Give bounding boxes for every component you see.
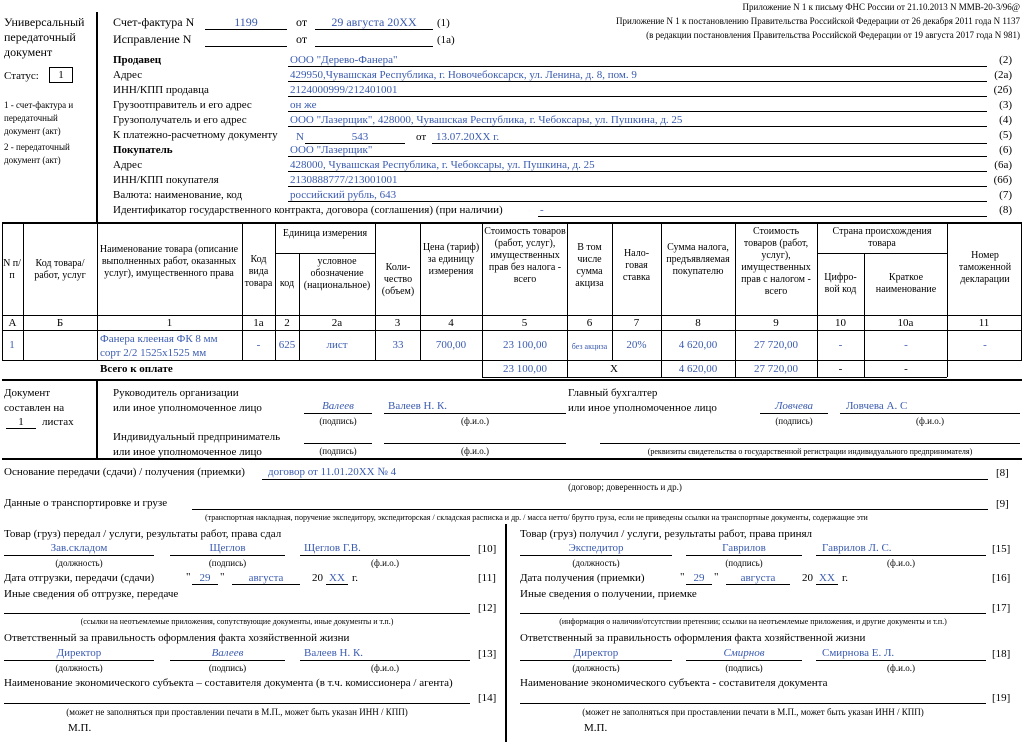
received-position-line [520, 555, 672, 556]
transport-code: [9] [996, 498, 1009, 510]
country-subheader-line [817, 253, 947, 254]
row-total[interactable]: 27 720,00 [754, 339, 798, 351]
receive-date-quote2: " [714, 571, 719, 583]
left-entity-line[interactable] [4, 703, 470, 704]
party-code-2: (2б) [993, 84, 1012, 96]
party-code-8: (6б) [993, 174, 1012, 186]
handed-name[interactable]: Щеглов Г.В. [304, 542, 361, 554]
total-col-line-5 [864, 360, 865, 377]
receive-date-day-line [686, 584, 712, 585]
correction-label: Исправление N [113, 32, 192, 46]
invoice-date-line [315, 29, 433, 30]
receive-date-month-line [726, 584, 790, 585]
party-line-0 [288, 66, 987, 67]
basis-code: [8] [996, 467, 1009, 479]
ip-label1: Индивидуальный предприниматель [113, 431, 281, 443]
column-code-4: 2 [284, 317, 290, 329]
party-value-1[interactable]: 429950,Чувашская Республика, г. Новочебоксарск, ул. Ленина, д. 8, пом. 9 [290, 69, 637, 81]
right-resp-name-hint: (ф.и.о.) [887, 663, 915, 673]
left-resp-signature[interactable]: Валеев [211, 647, 244, 659]
payment-doc-number[interactable]: 543 [351, 131, 369, 143]
receive-date-year-line [816, 584, 838, 585]
invoice-date-label: от [296, 15, 308, 29]
correction-date-label: от [296, 32, 308, 46]
column-code-1: Б [56, 317, 64, 329]
status-label: Статус: [4, 70, 39, 82]
doc-made-label2: составлен на [4, 402, 65, 414]
party-line-10 [538, 216, 987, 217]
correction-number-line[interactable] [205, 46, 287, 47]
th-n: N п/п [3, 258, 21, 281]
party-value-0[interactable]: ООО "Дерево-Фанера" [290, 54, 398, 66]
row-tax[interactable]: 4 620,00 [678, 339, 718, 351]
status-note-line2: передаточный [4, 113, 58, 123]
accountant-label1: Главный бухгалтер [568, 387, 658, 399]
receive-other-line[interactable] [520, 613, 986, 614]
receive-date-year[interactable]: ХХ [819, 572, 835, 584]
accountant-label2: или иное уполномоченное лицо [568, 402, 717, 414]
status-note-line4: 2 - передаточный [4, 142, 70, 152]
left-entity-label: Наименование экономического субъекта – составителя документа (в т.ч. комиссионера / агента) [4, 677, 453, 689]
left-resp-name-line [300, 660, 470, 661]
th-price: Цена (тариф) за единицу измерения [422, 242, 480, 277]
receive-date-year-prefix: 20 [802, 572, 813, 584]
invoice-code: (1) [437, 17, 450, 29]
ship-date-month-line [232, 584, 300, 585]
total-col-line-2 [661, 360, 662, 377]
handed-label: Товар (груз) передал / услуги, результаты работ, права сдал [4, 528, 282, 540]
ip-name-line[interactable] [384, 443, 566, 444]
th-tax: Сумма налога, предъявляемая покупателю [666, 242, 730, 277]
head-label2: или иное уполномоченное лицо [113, 402, 262, 414]
total-total: 27 720,00 [754, 363, 798, 375]
accountant-name-hint: (ф.и.о.) [916, 416, 944, 426]
column-code-11: 8 [695, 317, 701, 329]
th-unit-code: код [279, 278, 295, 289]
head-name-line [384, 413, 566, 414]
party-line-3 [288, 111, 987, 112]
right-resp-signature-line [686, 660, 802, 661]
total-tax: 4 620,00 [678, 363, 718, 375]
receive-date-year-suffix: г. [842, 572, 849, 584]
accountant-name-line [840, 413, 1020, 414]
party-line-9 [288, 201, 987, 202]
ship-date-quote1: " [186, 571, 191, 583]
row-unit-code[interactable]: 625 [278, 339, 296, 351]
right-resp-label: Ответственный за правильность оформления факта хозяйственной жизни [520, 632, 866, 644]
basis-line [262, 479, 988, 480]
total-excise: Х [610, 363, 618, 375]
party-value-7[interactable]: 428000, Чувашская Республика, г. Чебоксары, ул. Пушкина, д. 25 [290, 159, 595, 171]
basis-label: Основание передачи (сдачи) / получения (приемки) [4, 466, 245, 478]
right-resp-name-line [816, 660, 986, 661]
right-mp: М.П. [584, 722, 608, 734]
party-value-6[interactable]: ООО "Лазерщик" [290, 144, 373, 156]
row-kind[interactable]: - [256, 339, 261, 351]
right-entity-hint: (может не заполняться при проставлении печати в М.П., может быть указан ИНН / КПП) [582, 707, 924, 717]
ip-sign-line[interactable] [304, 443, 372, 444]
total-cost: 23 100,00 [503, 363, 547, 375]
th-kind: Код вида товара [244, 254, 273, 289]
appendix-edition: (в редакции постановления Правительства Российской Федерации от 19 августа 2017 года N 981) [646, 30, 1020, 40]
table-col-line-10 [661, 222, 662, 360]
party-code-9: (7) [999, 189, 1012, 201]
doc-title-line3: документ [4, 45, 53, 59]
left-resp-signature-line [170, 660, 285, 661]
right-entity-label: Наименование экономического субъекта - составителя документа [520, 677, 828, 689]
party-label-10: Идентификатор государственного контракта, договора (соглашения) (при наличии) [113, 204, 503, 216]
head-sign-line [304, 413, 372, 414]
th-decl: Номер таможенной декларации [958, 250, 1012, 285]
party-code-6: (6) [999, 144, 1012, 156]
total-row-bottom [482, 377, 947, 378]
party-label-7: Адрес [113, 159, 143, 171]
total-col-line-0 [482, 360, 483, 377]
accountant-signature[interactable]: Ловчева [774, 400, 814, 412]
ip-reqs-hint: (реквизиты свидетельства о государственной регистрации индивидуального предпринимателя) [647, 447, 973, 456]
handed-signature-line [170, 555, 285, 556]
status-note-line3: документ (акт) [4, 126, 61, 136]
ship-other-line[interactable] [4, 613, 470, 614]
correction-date-line[interactable] [315, 46, 433, 47]
receive-date-quote1: " [680, 571, 685, 583]
table-codes-bottom [2, 330, 1022, 331]
th-country-name: Краткое наименование [875, 272, 937, 295]
sheets-label: листах [42, 416, 74, 428]
received-signature[interactable]: Гаврилов [722, 542, 766, 554]
party-line-8 [288, 186, 987, 187]
row-name-line1[interactable]: Фанера клееная ФК 8 мм [100, 333, 218, 345]
party-line-7 [288, 171, 987, 172]
left-entity-code: [14] [478, 692, 497, 704]
th-unit: Единица измерения [282, 228, 368, 239]
handed-position[interactable]: Зав.складом [50, 542, 108, 554]
party-code-1: (2а) [994, 69, 1012, 81]
invoice-number-line [205, 29, 287, 30]
party-code-3: (3) [999, 99, 1012, 111]
handed-signature-hint: (подпись) [208, 558, 247, 568]
party-line-2 [288, 96, 987, 97]
handed-name-line [300, 555, 470, 556]
transport-line[interactable] [192, 509, 988, 510]
handed-signature[interactable]: Щеглов [209, 542, 246, 554]
left-panel-divider [96, 12, 98, 222]
left-resp-name[interactable]: Валеев Н. К. [304, 647, 364, 659]
ship-date-year-prefix: 20 [312, 572, 323, 584]
table-top-border [2, 222, 1022, 224]
payment-doc-n-label: N [296, 131, 304, 143]
head-signature[interactable]: Валеев [322, 400, 354, 412]
appendix-decree: Приложение N 1 к постановлению Правительства Российской Федерации от 26 декабря 2011 года N 1137 [616, 16, 1020, 26]
th-unit-name: условное обозначение (национальное) [303, 256, 371, 291]
received-signature-line [686, 555, 802, 556]
party-value-10[interactable]: - [540, 204, 544, 216]
column-code-9: 6 [586, 317, 593, 329]
accountant-name[interactable]: Ловчева А. С [846, 400, 908, 412]
ship-other-code: [12] [478, 602, 497, 614]
table-header-bottom [2, 315, 1022, 316]
party-label-0: Продавец [113, 54, 162, 66]
right-entity-line[interactable] [520, 703, 986, 704]
head-label1: Руководитель организации [113, 387, 239, 399]
table-col-line-5 [375, 222, 376, 360]
received-position[interactable]: Экспедитор [568, 542, 624, 554]
row-rate[interactable]: 20% [626, 339, 647, 351]
party-label-5: К платежно-расчетному документу [113, 129, 278, 141]
head-name-hint: (ф.и.о.) [461, 416, 489, 426]
column-code-7: 4 [448, 317, 454, 329]
party-value-3[interactable]: он же [290, 99, 317, 111]
invoice-number[interactable]: 1199 [234, 15, 258, 29]
row-qty[interactable]: 33 [392, 339, 404, 351]
right-resp-code: [18] [992, 648, 1011, 660]
received-name-hint: (ф.и.о.) [887, 558, 915, 568]
accountant-sign-line [760, 413, 828, 414]
row-country-name[interactable]: - [904, 339, 908, 351]
left-entity-hint: (может не заполняться при проставлении печати в М.П., может быть указан ИНН / КПП) [66, 707, 408, 717]
column-code-10: 7 [633, 317, 640, 329]
left-resp-label: Ответственный за правильность оформления факта хозяйственной жизни [4, 632, 350, 644]
ip-name-hint: (ф.и.о.) [461, 446, 489, 456]
party-label-2: ИНН/КПП продавца [113, 84, 209, 96]
head-sign-hint: (подпись) [319, 416, 357, 426]
party-label-4: Грузополучатель и его адрес [113, 114, 247, 126]
column-code-14: 10а [897, 317, 914, 329]
payment-doc-from-label: от [416, 131, 427, 143]
party-value-4[interactable]: ООО "Лазерщик", 428000, Чувашская Республика, г. Чебоксары, ул. Пушкина, д. 25 [290, 114, 683, 126]
right-resp-position-hint: (должность) [572, 663, 620, 673]
party-code-10: (8) [999, 204, 1012, 216]
left-resp-name-hint: (ф.и.о.) [371, 663, 399, 673]
received-position-hint: (должность) [572, 558, 620, 568]
transport-label: Данные о транспортировке и грузе [4, 497, 168, 509]
bottom-top-line [2, 458, 1022, 460]
party-line-4 [288, 126, 987, 127]
basis-hint: (договор; доверенность и др.) [568, 482, 682, 492]
status-value[interactable]: 1 [49, 67, 73, 83]
party-code-7: (6а) [994, 159, 1012, 171]
row-decl[interactable]: - [983, 339, 987, 351]
left-resp-position[interactable]: Директор [56, 647, 102, 659]
party-label-3: Грузоотправитель и его адрес [113, 99, 252, 111]
ship-date-month[interactable]: августа [248, 572, 284, 584]
receive-date-code: [16] [992, 572, 1011, 584]
payment-doc-date[interactable]: 13.07.20ХХ г. [436, 131, 500, 143]
total-c1: - [838, 363, 843, 375]
receive-date-day[interactable]: 29 [693, 572, 705, 584]
right-resp-signature[interactable]: Смирнов [723, 647, 765, 659]
th-code: Код товара/ работ, услуг [34, 258, 86, 281]
receive-other-code: [17] [992, 602, 1011, 614]
column-code-13: 10 [835, 317, 846, 329]
bottom-center-divider [505, 524, 507, 742]
ship-date-day[interactable]: 29 [199, 572, 211, 584]
ship-date-year[interactable]: ХХ [329, 572, 345, 584]
received-name[interactable]: Гаврилов Л. С. [822, 542, 892, 554]
appendix-letter: Приложение N 1 к письму ФНС России от 21.10.2013 N ММВ-20-3/96@ [742, 2, 1020, 12]
th-total: Стоимость товаров (работ, услуг), имущественных прав с налогом - всего [741, 226, 811, 297]
party-value-8[interactable]: 2130888777/213001001 [290, 174, 398, 186]
th-excise: В том числе сумма акциза [575, 242, 604, 289]
right-resp-position[interactable]: Директор [573, 647, 619, 659]
row-country-code[interactable]: - [838, 339, 843, 351]
basis-value[interactable]: договор от 11.01.20ХХ № 4 [268, 466, 397, 478]
handed-position-line [4, 555, 154, 556]
left-resp-position-line [4, 660, 154, 661]
ship-other-label: Иные сведения об отгрузке, передаче [4, 588, 179, 600]
left-mp: М.П. [68, 722, 92, 734]
received-code: [15] [992, 543, 1011, 555]
column-code-6: 3 [394, 317, 401, 329]
party-line-6 [288, 156, 987, 157]
invoice-label: Счет-фактура N [113, 15, 195, 29]
table-col-line-7 [482, 222, 483, 360]
th-cost: Стоимость товаров (работ, услуг), имущественных прав без налога - всего [484, 226, 566, 285]
ship-date-year-line [326, 584, 348, 585]
ship-date-code: [11] [478, 572, 496, 584]
sheets-line [6, 428, 36, 429]
ip-reqs-line[interactable] [600, 443, 1020, 444]
sheets-count[interactable]: 1 [18, 416, 24, 428]
ship-date-quote2: " [220, 571, 225, 583]
receive-date-label: Дата получения (приемки) [520, 572, 645, 584]
left-resp-position-hint: (должность) [55, 663, 103, 673]
received-signature-hint: (подпись) [725, 558, 763, 568]
handed-code: [10] [478, 543, 497, 555]
received-label: Товар (груз) получил / услуги, результаты работ, права принял [520, 528, 813, 540]
row-price[interactable]: 700,00 [435, 339, 467, 351]
th-rate: Нало-говая ставка [622, 248, 651, 283]
invoice-date[interactable]: 29 августа 20ХХ [331, 15, 417, 29]
received-name-line [816, 555, 986, 556]
table-row-bottom [2, 360, 1022, 361]
payment-doc-number-line [305, 143, 405, 144]
ship-date-year-suffix: г. [352, 572, 359, 584]
th-country: Страна происхождения товара [832, 226, 932, 249]
ship-date-day-line [192, 584, 218, 585]
party-value-2[interactable]: 2124000999/212401001 [290, 84, 398, 96]
left-resp-code: [13] [478, 648, 497, 660]
ip-label2: или иное уполномоченное лицо [113, 446, 262, 458]
table-col-line-1 [23, 222, 24, 360]
party-label-8: ИНН/КПП покупателя [113, 174, 219, 186]
signature-divider [96, 380, 98, 458]
party-label-1: Адрес [113, 69, 143, 81]
accountant-sign-hint: (подпись) [775, 416, 813, 426]
row-unit-name[interactable]: лист [326, 339, 348, 351]
th-qty: Коли-чество (объем) [381, 262, 415, 297]
column-code-2: 1 [166, 317, 173, 329]
receive-other-label: Иные сведения о получении, приемке [520, 588, 697, 600]
ip-sign-hint: (подпись) [319, 446, 357, 456]
total-label: Всего к оплате [100, 363, 173, 375]
party-label-9: Валюта: наименование, код [113, 189, 243, 201]
left-resp-signature-hint: (подпись) [208, 663, 247, 673]
right-resp-name[interactable]: Смирнова Е. Л. [822, 647, 895, 659]
ship-other-hint: (ссылки на неотъемлемые приложения, сопутствующие документы, иные документы и т.п.) [80, 617, 394, 626]
party-value-9[interactable]: российский рубль, 643 [290, 189, 397, 201]
unit-subheader-line [275, 253, 375, 254]
party-code-0: (2) [999, 54, 1012, 66]
column-code-5: 2а [331, 317, 343, 329]
row-cost[interactable]: 23 100,00 [503, 339, 547, 351]
party-line-1 [288, 81, 987, 82]
column-code-12: 9 [773, 317, 779, 329]
payment-doc-date-line [432, 143, 987, 144]
table-col-country-split [864, 253, 865, 360]
right-resp-signature-hint: (подпись) [725, 663, 763, 673]
ship-date-label: Дата отгрузки, передачи (сдачи) [4, 572, 155, 584]
receive-date-month[interactable]: августа [740, 572, 776, 584]
head-name[interactable]: Валеев Н. К. [388, 400, 448, 412]
column-code-0: А [8, 317, 17, 329]
th-name: Наименование товара (описание выполненных работ, оказанных услуг), имущественного права [99, 244, 239, 279]
status-note-line5: документ (акт) [4, 155, 61, 165]
receive-other-hint: (информация о наличии/отсутствии претензии; ссылки на неотъемлемые приложения, и другие документы и т.п.) [559, 617, 947, 626]
party-code-4: (4) [999, 114, 1012, 126]
handed-name-hint: (ф.и.о.) [371, 558, 399, 568]
row-name-line2[interactable]: сорт 2/2 1525х1525 мм [100, 347, 207, 359]
column-code-15: 11 [978, 317, 990, 329]
transport-hint: (транспортная накладная, поручение экспедитору, экспедиторская / складская расписка и др. / масса нетто/ брутто груза, если не приведены ссылки на транспортные документы, содержащие эти [205, 513, 868, 522]
doc-title-line2: передаточный [4, 30, 76, 44]
correction-code: (1а) [437, 34, 455, 46]
total-c2: - [904, 363, 908, 375]
doc-made-label1: Документ [4, 387, 51, 399]
column-code-8: 5 [521, 317, 528, 329]
row-excise[interactable]: без акциза [571, 342, 608, 351]
status-note-line1: 1 - счет-фактура и [4, 100, 74, 110]
handed-position-hint: (должность) [55, 558, 103, 568]
signature-top-line [2, 379, 1022, 381]
right-resp-position-line [520, 660, 672, 661]
th-country-code: Цифро-вой код [824, 272, 857, 295]
table-col-line-2 [97, 222, 98, 360]
party-code-5: (5) [999, 129, 1012, 141]
doc-title-line1: Универсальный [4, 15, 85, 29]
right-entity-code: [19] [992, 692, 1011, 704]
column-code-3: 1а [253, 317, 264, 329]
total-col-line-6 [947, 360, 948, 377]
row-n[interactable]: 1 [9, 339, 15, 351]
party-label-6: Покупатель [113, 144, 173, 156]
